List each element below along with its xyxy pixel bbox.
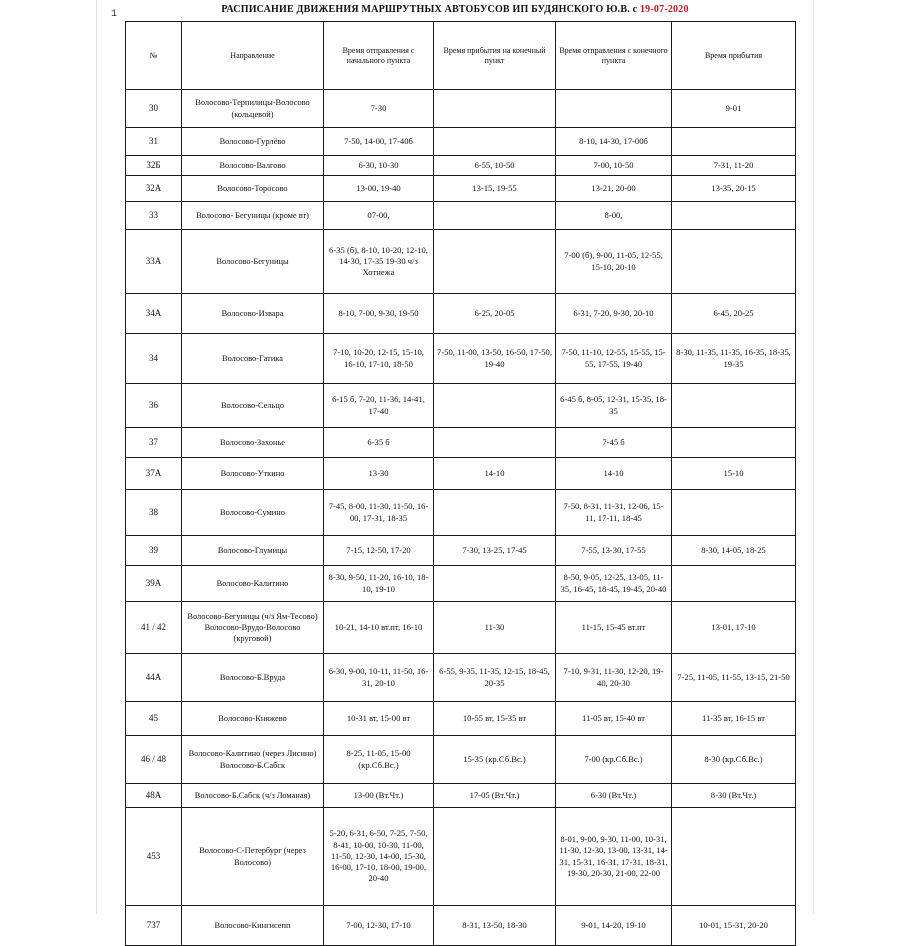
table-row <box>126 602 796 654</box>
row-return-arrival <box>672 566 796 602</box>
row-arrival: 7-50, 11-00, 13-50, 16-50, 17-50, 19-40 <box>434 334 556 384</box>
row-return-departure: 9-01, 14-20, 19-10 <box>556 906 672 946</box>
table-row <box>126 490 796 536</box>
row-direction: Волосово-Б.Сабск (ч/з Ломаная) <box>182 784 324 808</box>
table-row <box>126 156 796 176</box>
row-number: 31 <box>126 128 182 156</box>
row-return-departure: 6-45 б, 8-05, 12-31, 15-35, 18-35 <box>556 384 672 428</box>
col-header-direction: Направление <box>182 22 324 90</box>
row-arrival <box>434 566 556 602</box>
row-number: 46 / 48 <box>126 736 182 784</box>
row-departure: 6-35 б <box>324 428 434 458</box>
row-number: 37А <box>126 458 182 490</box>
row-return-departure: 7-50, 11-10, 12-55, 15-55, 15-55, 17-55, 19-40 <box>556 334 672 384</box>
table-row <box>126 566 796 602</box>
row-departure: 13-00 (Вт.Чт.) <box>324 784 434 808</box>
col-header-number: № <box>126 22 182 90</box>
row-arrival: 17-05 (Вт.Чт.) <box>434 784 556 808</box>
table-header-row <box>126 22 796 90</box>
row-arrival: 10-55 вт, 15-35 вт <box>434 702 556 736</box>
row-return-departure: 7-50, 8-31, 11-31, 12-06, 15-11, 17-11, 18-45 <box>556 490 672 536</box>
table-row <box>126 536 796 566</box>
row-departure: 6-35 (б), 8-10, 10-20, 12-10, 14-30, 17-35 19-30 ч/з Хотнежа <box>324 230 434 294</box>
row-return-departure: 7-10, 9-31, 11-30, 12-20, 19-40, 20-30 <box>556 654 672 702</box>
row-direction: Волосово-Калитино (через Лисино) Волосово-Б.Сабск <box>182 736 324 784</box>
row-departure: 7-10, 10-20, 12-15, 15-10, 16-10, 17-10, 18-50 <box>324 334 434 384</box>
row-return-arrival: 8-30 (кр.Сб.Вс.) <box>672 736 796 784</box>
row-departure: 5-20, 6-31, 6-50, 7-25, 7-50, 8-41, 10-00, 10-30, 11-00, 11-50, 12-30, 14-00, 15-30, 16-00, 17-10, 18-00, 19-00, 20-40 <box>324 808 434 906</box>
row-return-arrival <box>672 230 796 294</box>
table-row <box>126 784 796 808</box>
row-direction: Волосово-Гурлёво <box>182 128 324 156</box>
row-direction: Волосово-Княжево <box>182 702 324 736</box>
row-number: 48А <box>126 784 182 808</box>
col-header-departure: Время отправления с начального пункта <box>324 22 434 90</box>
row-number: 34А <box>126 294 182 334</box>
row-arrival: 13-15, 19-55 <box>434 176 556 202</box>
row-return-departure: 7-00 (кр.Сб.Вс.) <box>556 736 672 784</box>
row-direction: Волосово-Бегуницы (ч/з Ям-Тесово) Волосово-Врудо-Волосово (круговой) <box>182 602 324 654</box>
col-header-return-arrival: Время прибытия <box>672 22 796 90</box>
row-return-arrival <box>672 808 796 906</box>
row-return-departure: 8-10, 14-30, 17-00б <box>556 128 672 156</box>
row-direction: Волосово-Терпилицы-Волосово (кольцевой) <box>182 90 324 128</box>
row-number: 39А <box>126 566 182 602</box>
row-direction: Волосово-Сельцо <box>182 384 324 428</box>
row-direction: Волосово-Б.Вруда <box>182 654 324 702</box>
row-arrival <box>434 230 556 294</box>
row-departure: 13-30 <box>324 458 434 490</box>
row-number: 33А <box>126 230 182 294</box>
row-arrival <box>434 202 556 230</box>
row-direction: Волосово-Сумино <box>182 490 324 536</box>
table-row <box>126 176 796 202</box>
row-departure: 6-30, 9-00, 10-11, 11-50, 16-31, 20-10 <box>324 654 434 702</box>
row-departure: 7-00, 12-30, 17-10 <box>324 906 434 946</box>
row-departure: 8-10, 7-00, 9-30, 19-50 <box>324 294 434 334</box>
row-return-arrival <box>672 428 796 458</box>
row-arrival <box>434 490 556 536</box>
row-number: 32А <box>126 176 182 202</box>
row-return-arrival: 7-25, 11-05, 11-55, 13-15, 21-50 <box>672 654 796 702</box>
col-header-arrival: Время прибытия на конечный пункт <box>434 22 556 90</box>
row-return-arrival <box>672 202 796 230</box>
table-row <box>126 202 796 230</box>
row-return-departure: 7-55, 13-30, 17-55 <box>556 536 672 566</box>
row-departure: 10-31 вт, 15-00 вт <box>324 702 434 736</box>
title-date: 19-07-2020 <box>639 4 689 15</box>
row-number: 34 <box>126 334 182 384</box>
row-return-departure: 11-15, 15-45 вт.пт <box>556 602 672 654</box>
row-arrival: 14-10 <box>434 458 556 490</box>
schedule-table <box>125 21 796 946</box>
row-return-arrival: 15-10 <box>672 458 796 490</box>
row-return-arrival: 9-01 <box>672 90 796 128</box>
row-return-arrival: 6-45, 20-25 <box>672 294 796 334</box>
row-departure: 6-30, 10-30 <box>324 156 434 176</box>
row-direction: Волосово-Кингисепп <box>182 906 324 946</box>
row-departure: 6-15 б, 7-20, 11-36, 14-41, 17-40 <box>324 384 434 428</box>
row-arrival <box>434 808 556 906</box>
row-return-arrival: 8-30 (Вт.Чт.) <box>672 784 796 808</box>
row-direction: Волосово-Гатика <box>182 334 324 384</box>
row-number: 39 <box>126 536 182 566</box>
table-row <box>126 128 796 156</box>
row-arrival <box>434 90 556 128</box>
row-direction: Волосово-Калитино <box>182 566 324 602</box>
row-return-arrival <box>672 384 796 428</box>
row-return-departure: 8-00, <box>556 202 672 230</box>
row-arrival: 15-35 (кр.Сб.Вс.) <box>434 736 556 784</box>
table-row <box>126 458 796 490</box>
row-arrival: 8-31, 13-50, 18-30 <box>434 906 556 946</box>
row-direction: Волосово-С-Петербург (через Волосово) <box>182 808 324 906</box>
row-number: 453 <box>126 808 182 906</box>
row-direction: Волосово-Валгово <box>182 156 324 176</box>
row-number: 38 <box>126 490 182 536</box>
row-return-arrival <box>672 490 796 536</box>
table-row <box>126 384 796 428</box>
row-return-arrival <box>672 128 796 156</box>
row-arrival: 6-55, 10-50 <box>434 156 556 176</box>
row-direction: Волосово-Извара <box>182 294 324 334</box>
row-return-departure: 7-45 б <box>556 428 672 458</box>
col-header-return-departure: Время отправления с конечного пункта <box>556 22 672 90</box>
row-return-arrival: 13-35, 20-15 <box>672 176 796 202</box>
table-row <box>126 736 796 784</box>
document-title <box>97 4 813 15</box>
row-direction: Волосово-Захонье <box>182 428 324 458</box>
row-arrival <box>434 428 556 458</box>
row-return-arrival: 11-35 вт, 16-15 вт <box>672 702 796 736</box>
row-number: 45 <box>126 702 182 736</box>
row-direction: Волосово-Уткино <box>182 458 324 490</box>
document-page <box>96 0 814 930</box>
row-arrival: 6-25, 20-05 <box>434 294 556 334</box>
row-return-departure: 7-00, 10-50 <box>556 156 672 176</box>
row-return-departure: 8-01, 9-00, 9-30, 11-00, 10-31, 11-30, 12-30, 13-00, 13-31, 14-31, 15-31, 16-31, 17-31, 18-31, 19-30, 20-30, 21-00, 22-00 <box>556 808 672 906</box>
row-return-arrival: 7-31, 11-20 <box>672 156 796 176</box>
row-return-departure: 14-10 <box>556 458 672 490</box>
row-direction: Волосово-Торосово <box>182 176 324 202</box>
row-arrival: 7-30, 13-25, 17-45 <box>434 536 556 566</box>
row-departure: 10-21, 14-10 вт.пт, 16-10 <box>324 602 434 654</box>
row-departure: 8-30, 9-50, 11-20, 16-10, 18-10, 19-10 <box>324 566 434 602</box>
row-direction: Волосово-Бегуницы <box>182 230 324 294</box>
row-return-departure: 11-05 вт, 15-40 вт <box>556 702 672 736</box>
row-arrival <box>434 128 556 156</box>
row-return-departure <box>556 90 672 128</box>
row-return-arrival: 10-01, 15-31, 20-20 <box>672 906 796 946</box>
row-return-arrival: 13-01, 17-10 <box>672 602 796 654</box>
table-row <box>126 294 796 334</box>
row-number: 37 <box>126 428 182 458</box>
row-arrival: 11-30 <box>434 602 556 654</box>
table-row <box>126 428 796 458</box>
page-corner-mark: 1 <box>111 9 118 20</box>
row-return-departure: 7-00 (б), 9-00, 11-05, 12-55, 15-10, 20-10 <box>556 230 672 294</box>
row-return-departure: 8-50, 9-05, 12-25, 13-05, 11-35, 16-45, 18-45, 19-45, 20-40 <box>556 566 672 602</box>
table-row <box>126 702 796 736</box>
row-return-arrival: 8-30, 11-35, 11-35, 16-35, 18-35, 19-35 <box>672 334 796 384</box>
row-departure: 13-00, 19-40 <box>324 176 434 202</box>
row-arrival <box>434 384 556 428</box>
row-number: 32Б <box>126 156 182 176</box>
title-text: РАСПИСАНИЕ ДВИЖЕНИЯ МАРШРУТНЫХ АВТОБУСОВ ИП БУДЯНСКОГО Ю.В. с <box>221 4 640 15</box>
row-departure: 7-50, 14-00, 17-40б <box>324 128 434 156</box>
row-return-departure: 13-21, 20-00 <box>556 176 672 202</box>
row-departure: 7-30 <box>324 90 434 128</box>
row-departure: 8-25, 11-05, 15-00 (кр.Сб.Вс.) <box>324 736 434 784</box>
table-row <box>126 906 796 946</box>
row-arrival: 6-55, 9-35, 11-35, 12-15, 18-45, 20-35 <box>434 654 556 702</box>
row-number: 33 <box>126 202 182 230</box>
table-row <box>126 90 796 128</box>
table-row <box>126 230 796 294</box>
row-number: 44А <box>126 654 182 702</box>
row-number: 737 <box>126 906 182 946</box>
row-departure: 7-15, 12-50, 17-20 <box>324 536 434 566</box>
row-number: 30 <box>126 90 182 128</box>
row-number: 36 <box>126 384 182 428</box>
row-return-arrival: 8-30, 14-05, 18-25 <box>672 536 796 566</box>
row-return-departure: 6-31, 7-20, 9-30, 20-10 <box>556 294 672 334</box>
row-departure: 07-00, <box>324 202 434 230</box>
row-number: 41 / 42 <box>126 602 182 654</box>
table-row <box>126 808 796 906</box>
row-return-departure: 6-30 (Вт.Чт.) <box>556 784 672 808</box>
table-row <box>126 654 796 702</box>
row-direction: Волосово- Бегуницы (кроме вт) <box>182 202 324 230</box>
row-departure: 7-45, 8-00, 11-30, 11-50, 16-00, 17-31, 18-35 <box>324 490 434 536</box>
row-direction: Волосово-Глумицы <box>182 536 324 566</box>
table-row <box>126 334 796 384</box>
